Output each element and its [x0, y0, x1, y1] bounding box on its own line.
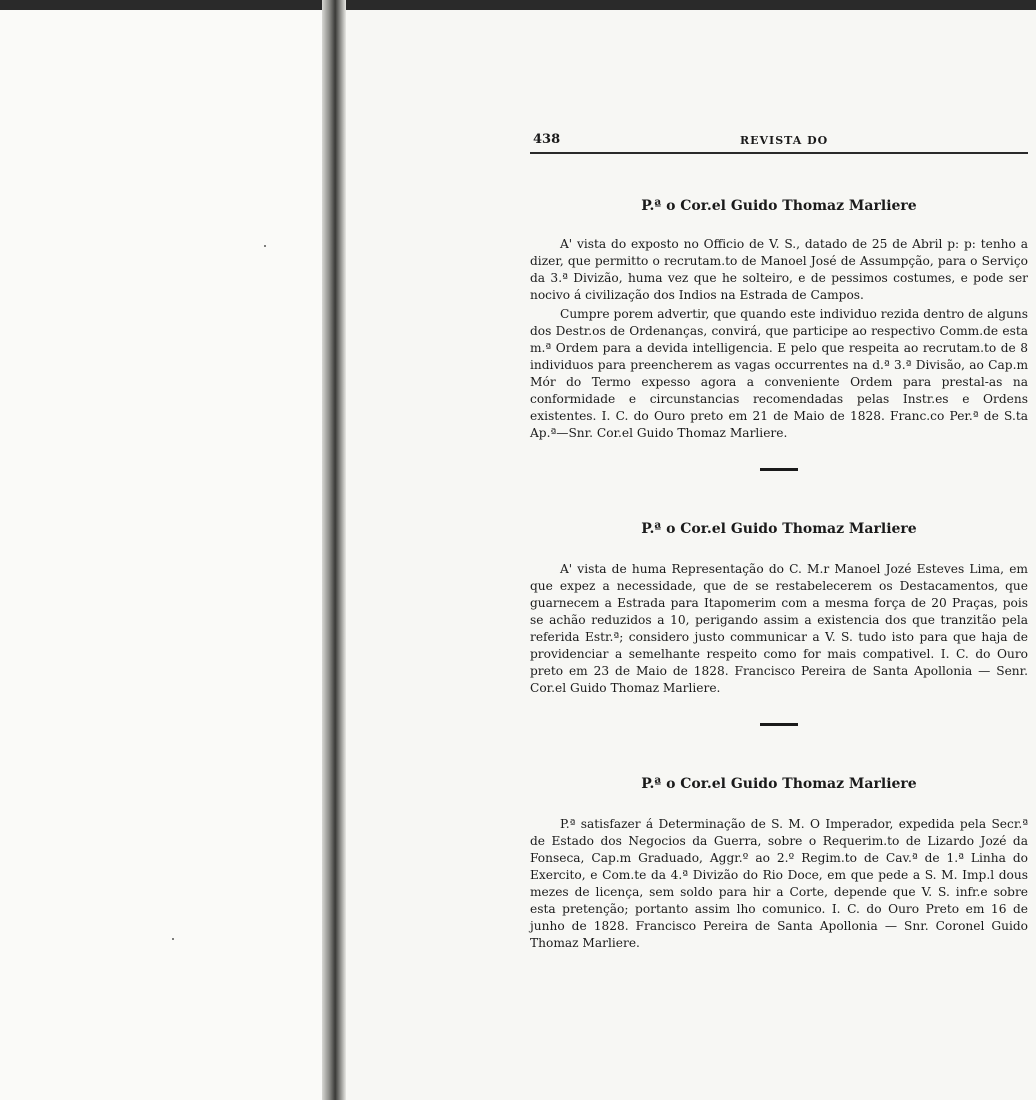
letter-1 — [530, 198, 1028, 442]
letter-3 — [530, 776, 1028, 952]
facing-page-blank — [0, 10, 330, 1100]
book-spine-gutter — [322, 0, 346, 1100]
running-header — [530, 130, 1028, 154]
letter-2 — [530, 521, 1028, 697]
letter-paragraph: Cumpre porem advertir, que quando este individuo rezida dentro de alguns dos Destr.os de Ordenanças, convirá, que participe ao respectivo Comm.de esta m.ª Ordem para a devida intelligencia. E pelo que respeita ao recrutam.to de 8 individuos para preencherem as vagas occurrentes na d.ª 3.ª Divisão, ao Cap.m Mór do Termo expesso agora a conveniente Ordem para prestal-as na conformidade e circunstancias recomendadas pelas Instr.es e Ordens existentes. I. C. do Ouro preto em 21 de Maio de 1828. Franc.co Per.ª de S.ta Ap.ª—Snr. Cor.el Guido Thomaz Marliere. — [530, 307, 1028, 440]
letter-paragraph: A' vista de huma Representação do C. M.r Manoel Jozé Esteves Lima, em que expez a necessidade, que de se restabelecerem os Destacamentos, que guarnecem a Estrada para Itapomerim com a mesma força de 20 Praças, pois se achão reduzidos a 10, perigando assim a existencia dos que tranzitão pela referida Estr.ª; considero justo communicar a V. S. tudo isto para que haja de providenciar a semelhante respeito como for mais compativel. I. C. do Ouro preto em 23 de Maio de 1828. Francisco Pereira de Santa Apollonia — Senr. Cor.el Guido Thomaz Marliere. — [530, 562, 1028, 695]
scan-top-edge — [0, 0, 1036, 10]
letter-paragraph: A' vista do exposto no Officio de V. S., datado de 25 de Abril p: p: tenho a dizer, que permitto o recrutam.to de Manoel José de Assumpção, para o Serviço da 3.ª Divizão, huma vez que he solteiro, e de pessimos costumes, e pode ser nocivo á civilização dos Indios na Estrada de Campos. — [530, 237, 1028, 302]
running-head-title: REVISTA DO — [740, 134, 829, 147]
section-divider — [760, 468, 798, 471]
letter-title: P.ª o Cor.el Guido Thomaz Marliere — [641, 776, 917, 792]
printed-page — [530, 130, 1028, 952]
letter-title: P.ª o Cor.el Guido Thomaz Marliere — [641, 198, 917, 214]
section-divider — [760, 723, 798, 726]
page-number: 438 — [533, 132, 561, 147]
letter-title: P.ª o Cor.el Guido Thomaz Marliere — [641, 521, 917, 537]
letter-paragraph: P.ª satisfazer á Determinação de S. M. O Imperador, expedida pela Secr.ª de Estado dos Negocios da Guerra, sobre o Requerim.to de Lizardo Jozé da Fonseca, Cap.m Graduado, Aggr.º ao 2.º Regim.to de Cav.ª de 1.ª Linha do Exercito, e Com.te da 4.ª Divizão do Rio Doce, em que pede a S. M. Imp.l dous mezes de licença, sem soldo para hir a Corte, depende que V. S. infr.e sobre esta pretenção; portanto assim lho comunico. I. C. do Ouro Preto em 16 de junho de 1828. Francisco Pereira de Santa Apollonia — Snr. Coronel Guido Thomaz Marliere. — [530, 817, 1028, 950]
